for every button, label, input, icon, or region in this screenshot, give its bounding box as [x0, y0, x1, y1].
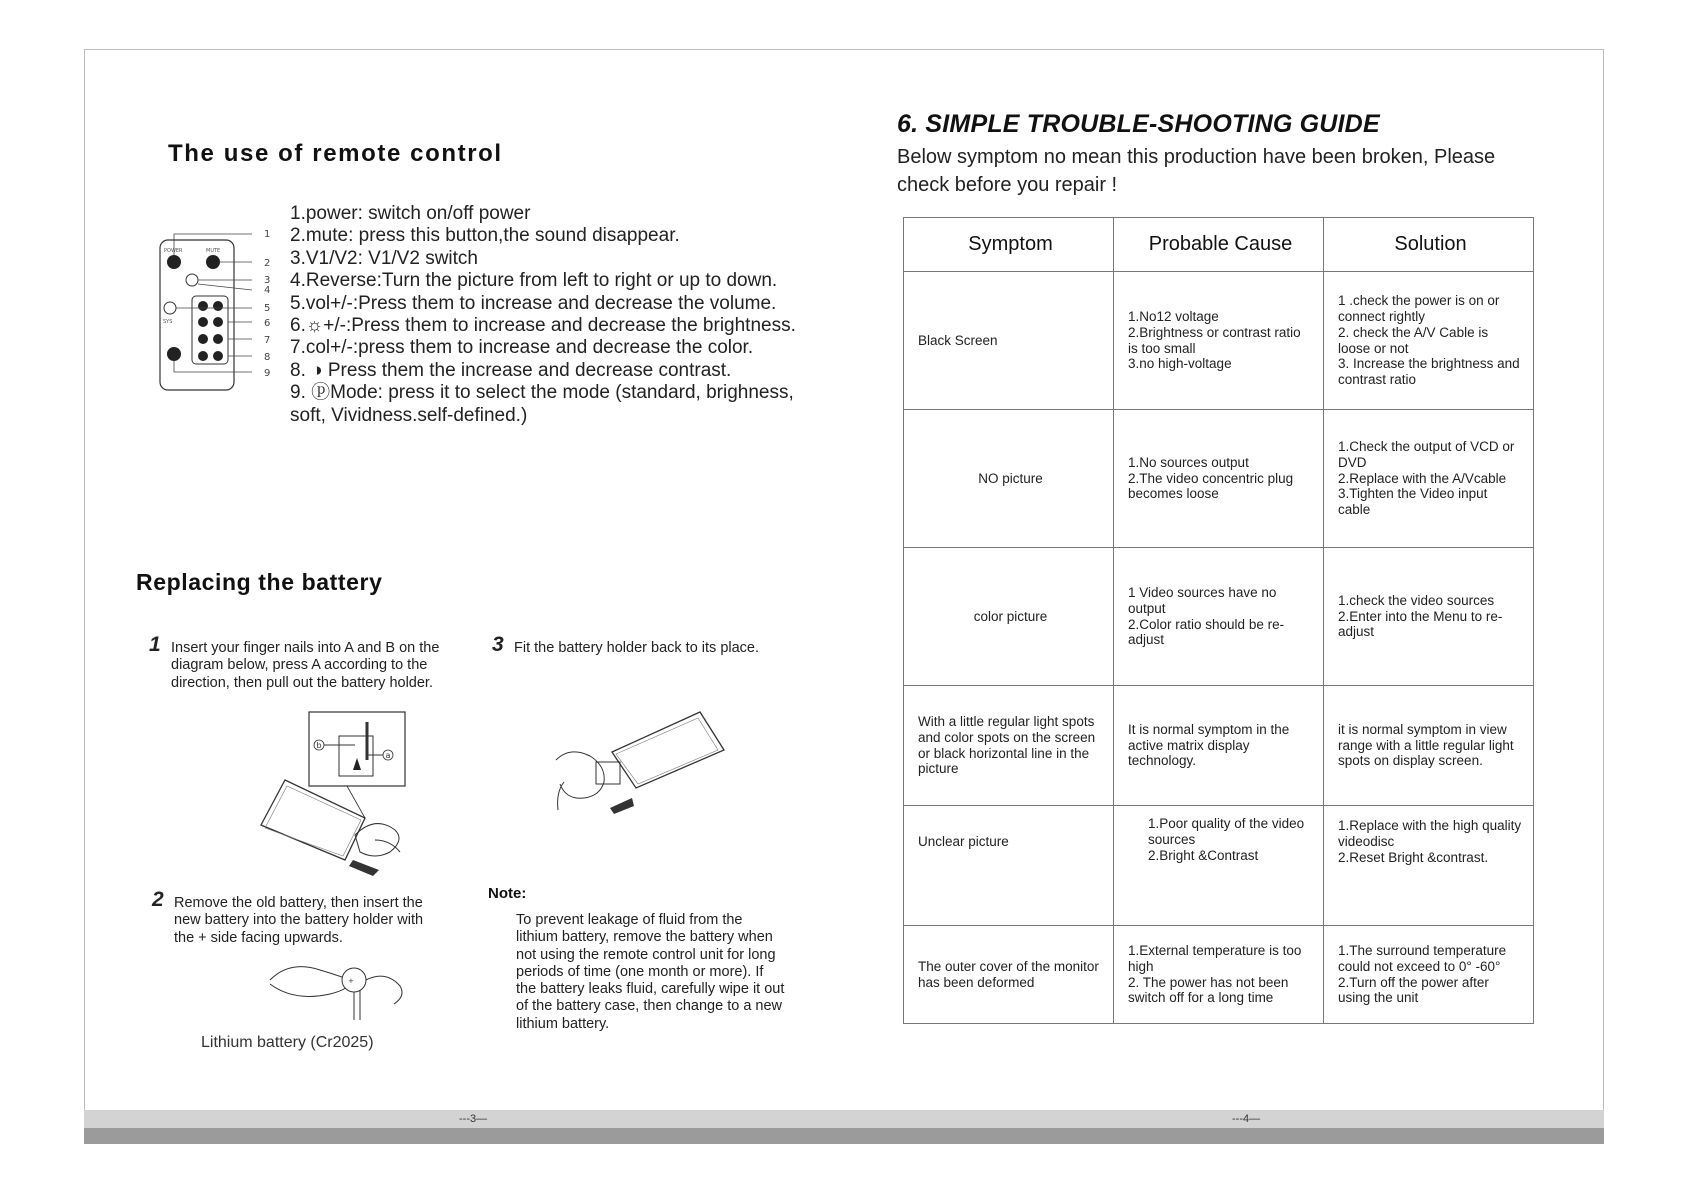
- step-number: 1: [149, 633, 161, 656]
- remote-item: 3.V1/V2: V1/V2 switch: [290, 247, 478, 269]
- callout-8: 8: [264, 352, 271, 363]
- table-row: [904, 806, 1534, 926]
- battery-insert-illustration: [552, 710, 732, 820]
- bottom-band-dark: [84, 1128, 1604, 1144]
- symptom-cell: NO picture: [904, 410, 1114, 548]
- diagram-label-a: a: [385, 751, 391, 760]
- symptom-cell: With a little regular light spots and color spots on the screen or black horizontal line in the picture: [904, 686, 1114, 806]
- callout-1: 1: [264, 229, 271, 240]
- cause-cell: 1.Poor quality of the video sources 2.Bright &Contrast: [1114, 806, 1324, 926]
- troubleshooting-table: [903, 217, 1534, 1024]
- cause-cell: 1 Video sources have no output 2.Color ratio should be re-adjust: [1114, 548, 1324, 686]
- power-label: POWER: [164, 248, 183, 254]
- lithium-battery-label: Lithium battery (Cr2025): [201, 1034, 374, 1051]
- step-text: Insert your finger nails into A and B on the diagram below, press A according to the direction, then pull out the battery holder.: [171, 640, 440, 691]
- header-probable-cause: Probable Cause: [1114, 218, 1324, 272]
- symptom-cell: Black Screen: [904, 272, 1114, 410]
- table-row: [904, 272, 1534, 410]
- page-number-right: ---4—: [1232, 1113, 1261, 1125]
- battery-step-2: [152, 888, 444, 947]
- table-row: [904, 548, 1534, 686]
- remote-item: 6.☼+/-:Press them to increase and decrease the brightness.: [290, 315, 796, 337]
- cause-cell: It is normal symptom in the active matrix display technology.: [1114, 686, 1324, 806]
- callout-6: 6: [264, 318, 271, 329]
- page-number-left: ---3—: [459, 1113, 488, 1125]
- intro-line: Below symptom no mean this production have been broken, Please: [897, 146, 1496, 168]
- remote-item: 2.mute: press this button,the sound disappear.: [290, 225, 680, 247]
- solution-cell: 1.Check the output of VCD or DVD 2.Replace with the A/Vcable 3.Tighten the Video input cable: [1324, 410, 1534, 548]
- solution-cell: 1.Replace with the high quality videodisc 2.Reset Bright &contrast.: [1324, 806, 1534, 926]
- battery-step-3: [492, 633, 804, 657]
- header-solution: Solution: [1324, 218, 1534, 272]
- header-symptom: Symptom: [904, 218, 1114, 272]
- sys-label: SYS: [163, 319, 173, 325]
- bottom-band-light: [84, 1110, 1604, 1128]
- remote-function-list: [290, 203, 796, 427]
- solution-cell: it is normal symptom in view range with a little regular light spots on display screen.: [1324, 686, 1534, 806]
- svg-text:+: +: [348, 977, 354, 985]
- remote-section-title: The use of remote control: [168, 140, 503, 167]
- mute-label: MUTE: [206, 248, 221, 254]
- note-text: To prevent leakage of fluid from the lithium battery, remove the battery when not using the remote control unit for long periods of time (one month or more). If the battery leaks fluid, carefully wipe it out of the battery case, then change to a new lithium battery.: [516, 912, 785, 1032]
- battery-step-1: [149, 633, 481, 692]
- step-number: 2: [152, 888, 164, 911]
- callout-9: 9: [264, 368, 271, 379]
- coin-battery-illustration: [262, 950, 422, 1022]
- cause-cell: 1.External temperature is too high 2. The power has not been switch off for a long time: [1114, 926, 1324, 1024]
- table-header-row: [904, 218, 1534, 272]
- remote-item: 4.Reverse:Turn the picture from left to right or up to down.: [290, 270, 778, 292]
- remote-item: 7.col+/-:press them to increase and decrease the color.: [290, 337, 754, 359]
- diagram-label-b: b: [316, 741, 322, 750]
- step-text: Fit the battery holder back to its place.: [514, 640, 760, 656]
- table-row: [904, 926, 1534, 1024]
- symptom-cell: Unclear picture: [904, 806, 1114, 926]
- remote-item: soft, Vividness.self-defined.): [290, 404, 528, 426]
- cause-cell: 1.No12 voltage 2.Brightness or contrast ratio is too small 3.no high-voltage: [1114, 272, 1324, 410]
- cause-cell: 1.No sources output 2.The video concentric plug becomes loose: [1114, 410, 1324, 548]
- solution-cell: 1.check the video sources 2.Enter into the Menu to re-adjust: [1324, 548, 1534, 686]
- table-row: [904, 686, 1534, 806]
- callout-3: 3: [264, 275, 271, 286]
- solution-cell: 1.The surround temperature could not exceed to 0° -60° 2.Turn off the power after using the unit: [1324, 926, 1534, 1024]
- remote-item: 8. ◑ Press them the increase and decrease contrast.: [290, 359, 732, 381]
- solution-cell: 1 .check the power is on or connect rightly 2. check the A/V Cable is loose or not 3. Increase the brightness and contrast ratio: [1324, 272, 1534, 410]
- intro-line: check before you repair !: [897, 174, 1118, 196]
- remote-item: 5.vol+/-:Press them to increase and decrease the volume.: [290, 292, 777, 314]
- callout-5: 5: [264, 303, 271, 314]
- battery-section-title: Replacing the battery: [136, 569, 383, 595]
- step-text: Remove the old battery, then insert the new battery into the battery holder with the + side facing upwards.: [174, 895, 424, 946]
- symptom-cell: The outer cover of the monitor has been deformed: [904, 926, 1114, 1024]
- remote-item: 1.power: switch on/off power: [290, 203, 531, 224]
- remote-control-diagram: [152, 222, 282, 402]
- troubleshooting-intro: [897, 143, 1547, 199]
- callout-4: 4: [264, 285, 271, 296]
- callout-2: 2: [264, 258, 271, 269]
- battery-removal-illustration: [255, 710, 425, 880]
- troubleshooting-title: 6. SIMPLE TROUBLE-SHOOTING GUIDE: [897, 110, 1380, 138]
- symptom-cell: color picture: [904, 548, 1114, 686]
- step-number: 3: [492, 633, 504, 656]
- callout-7: 7: [264, 335, 271, 346]
- table-row: [904, 410, 1534, 548]
- remote-item: 9. ⓟMode: press it to select the mode (standard, brighness,: [290, 382, 794, 404]
- note-heading: Note:: [488, 885, 527, 902]
